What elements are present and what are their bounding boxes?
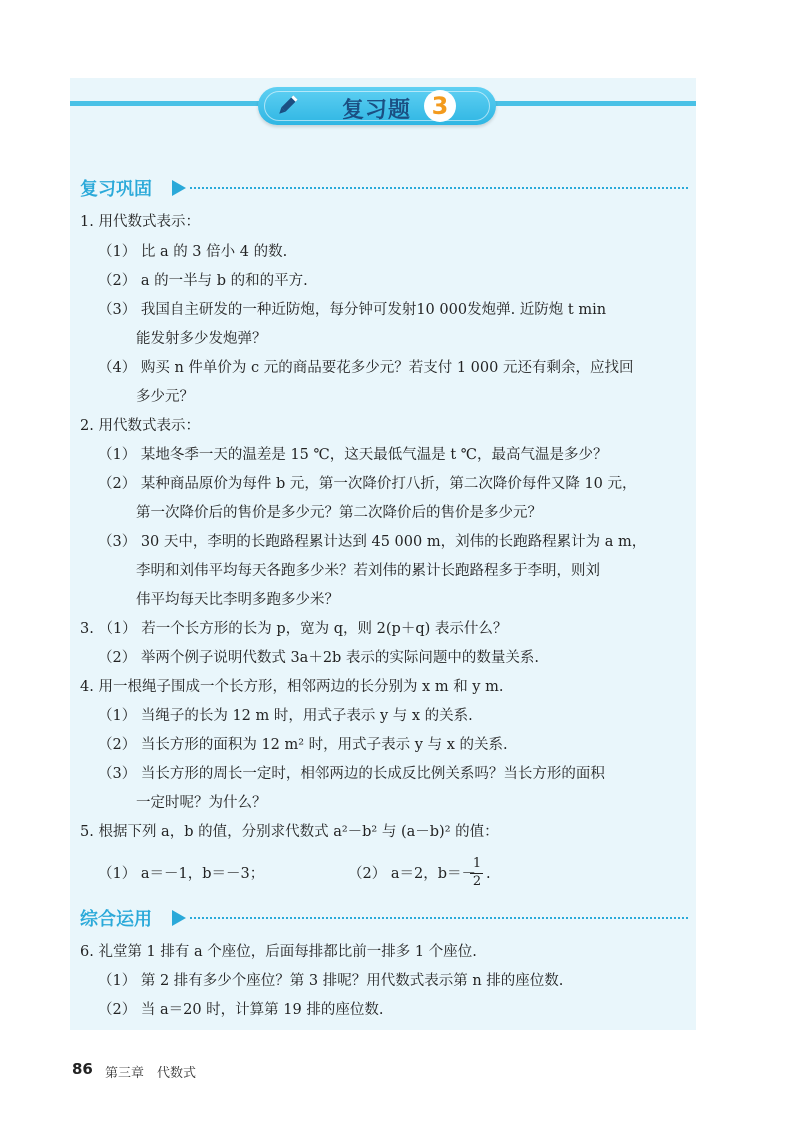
dotted-divider xyxy=(190,917,688,919)
question-4-part-1: （1） 当绳子的长为 12 m 时，用式子表示 y 与 x 的关系. xyxy=(98,708,473,724)
question-2-part-2: （2） 某种商品原价为每件 b 元，第一次降价打八折，第二次降价每件又降 10 元， xyxy=(98,476,637,492)
question-1-part-4-cont: 多少元？ xyxy=(136,389,194,405)
section-apply-title: 综合运用 xyxy=(80,909,152,930)
question-6: 6. 礼堂第 1 排有 a 个座位，后面每排都比前一排多 1 个座位. xyxy=(80,944,477,960)
dotted-divider xyxy=(190,187,688,189)
question-4-part-3: （3） 当长方形的周长一定时，相邻两边的长成反比例关系吗？当长方形的面积 xyxy=(98,766,605,782)
fraction-numerator: 1 xyxy=(472,856,482,871)
question-3-part-2: （2） 举两个例子说明代数式 3a＋2b 表示的实际问题中的数量关系. xyxy=(98,650,540,666)
question-1: 1. 用代数式表示： xyxy=(80,214,200,230)
question-2-part-2-cont: 第一次降价后的售价是多少元？第二次降价后的售价是多少元？ xyxy=(136,505,542,521)
fraction-denominator: 2 xyxy=(472,874,482,889)
question-2-part-3-cont: 李明和刘伟平均每天各跑多少米？若刘伟的累计长跑路程多于李明，则刘 xyxy=(136,563,600,579)
question-4-part-3-cont: 一定时呢？为什么？ xyxy=(136,795,267,811)
chapter-footer: 第三章 代数式 xyxy=(105,1066,197,1081)
question-1-part-3: （3） 我国自主研发的一种近防炮，每分钟可发射10 000发炮弹. 近防炮 t min xyxy=(98,302,607,318)
section-apply-header xyxy=(80,905,688,929)
question-1-part-2: （2） a 的一半与 b 的和的平方. xyxy=(98,273,308,289)
play-arrow-icon xyxy=(172,180,186,196)
fraction-period: . xyxy=(486,866,491,882)
section-review-header xyxy=(80,175,688,199)
question-5: 5. 根据下列 a，b 的值，分别求代数式 a²－b² 与 (a－b)² 的值： xyxy=(80,824,499,840)
question-2: 2. 用代数式表示： xyxy=(80,418,200,434)
question-6-part-1: （1） 第 2 排有多少个座位？第 3 排呢？用代数式表示第 n 排的座位数. xyxy=(98,973,564,989)
page-title: 复习题 xyxy=(342,98,412,123)
section-review-title: 复习巩固 xyxy=(80,179,152,200)
question-4-part-2: （2） 当长方形的面积为 12 m² 时，用式子表示 y 与 x 的关系. xyxy=(98,737,508,753)
question-6-part-2: （2） 当 a＝20 时，计算第 19 排的座位数. xyxy=(98,1002,384,1018)
question-3-part-1: 3. （1） 若一个长方形的长为 p，宽为 q，则 2(p＋q) 表示什么？ xyxy=(80,621,508,637)
question-2-part-3: （3） 30 天中，李明的长跑路程累计达到 45 000 m，刘伟的长跑路程累计为 a m， xyxy=(98,534,647,550)
question-5-part-2: （2） a＝2，b＝－ xyxy=(348,866,476,882)
question-1-part-1: （1） 比 a 的 3 倍小 4 的数. xyxy=(98,244,288,260)
question-2-part-3-cont2: 伟平均每天比李明多跑多少米？ xyxy=(136,592,339,608)
question-1-part-3-cont: 能发射多少发炮弹？ xyxy=(136,331,267,347)
question-1-part-4: （4） 购买 n 件单价为 c 元的商品要花多少元？若支付 1 000 元还有剩余，应找回 xyxy=(98,360,634,376)
chapter-number-badge: 3 xyxy=(424,90,456,122)
page-number: 86 xyxy=(72,1060,93,1078)
question-4: 4. 用一根绳子围成一个长方形，相邻两边的长分别为 x m 和 y m. xyxy=(80,679,504,695)
question-5-part-1: （1） a＝－1，b＝－3； xyxy=(98,866,265,882)
review-banner xyxy=(258,87,496,125)
question-2-part-1: （1） 某地冬季一天的温差是 15 ℃，这天最低气温是 t ℃，最高气温是多少？ xyxy=(98,447,608,463)
pencil-icon xyxy=(274,93,300,119)
play-arrow-icon xyxy=(172,910,186,926)
